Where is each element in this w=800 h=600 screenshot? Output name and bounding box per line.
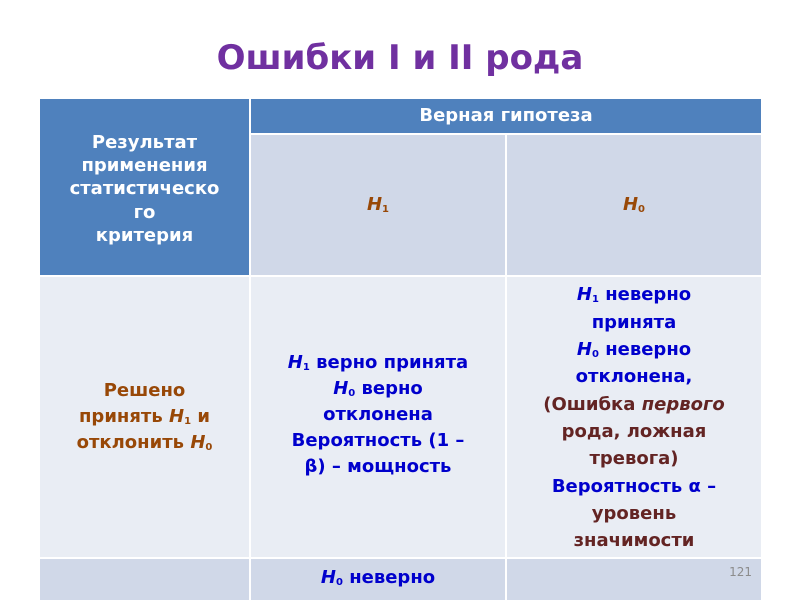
cell-line: $H_1$ неверно <box>576 284 692 306</box>
header-result-line: го <box>133 201 156 223</box>
cell-line: отклонена, <box>575 366 693 388</box>
header-result-line: статистическо <box>69 178 220 200</box>
h0-symbol: $H_0$ <box>622 193 646 215</box>
cell-line: значимости <box>573 530 695 552</box>
cell-line: $H_1$ верно принята <box>287 351 469 373</box>
cell-line: $H_0$ неверно <box>576 338 692 360</box>
header-result-line: Результат <box>91 131 198 153</box>
cell-type-two-error <box>251 559 505 600</box>
header-true-hypothesis-label: Верная гипотеза <box>419 104 593 126</box>
row-label-line: принять $H_1$ и <box>79 405 210 427</box>
row-label-line: Решено <box>103 379 186 401</box>
column-h1 <box>251 135 505 275</box>
cell-line: Вероятность α – <box>551 475 717 497</box>
cell-line: отклонена <box>323 403 433 425</box>
error-types-table <box>40 99 761 600</box>
cell-line: принята <box>591 311 677 333</box>
cell-line: (Ошибка первого <box>543 393 725 415</box>
slide-title: Ошибки I и II рода <box>216 38 584 78</box>
cell-line: β) – мощность <box>304 456 452 478</box>
column-h0 <box>507 135 761 275</box>
cell-line: рода, ложная <box>561 421 707 442</box>
cell-line: $H_0$ неверно <box>320 567 436 588</box>
cell-line: тревога) <box>589 448 679 470</box>
cell-correct-decision <box>251 277 505 557</box>
cell-line: Вероятность (1 – <box>291 430 465 452</box>
h1-symbol: $H_1$ <box>366 193 390 215</box>
cell-line: $H_0$ верно <box>333 377 423 399</box>
header-result-line: критерия <box>95 225 194 247</box>
cell-correct-rejection <box>507 559 761 600</box>
header-true-hypothesis <box>251 99 761 133</box>
row-accept-h1-label <box>40 277 249 557</box>
row-reject-h1-label <box>40 559 249 600</box>
cell-type-one-error <box>507 277 761 557</box>
header-result-line: применения <box>81 154 208 176</box>
cell-line: уровень <box>591 503 677 525</box>
row-label-line: отклонить $H_0$ <box>76 432 213 454</box>
header-result-cell <box>40 99 249 275</box>
page-number: 121 <box>729 565 752 579</box>
